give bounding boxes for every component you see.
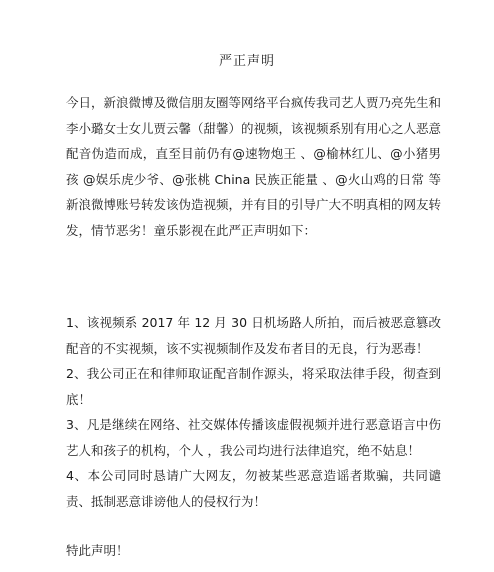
- statement-item-1: 1、该视频系 2017 年 12 月 30 日机场路人所拍，而后被恶意篡改配音的不实视频，该不实视频制作及发布者目的无良，行为恶毒！: [66, 315, 441, 356]
- statement-item-4: 4、本公司同时恳请广大网友，勿被某些恶意造谣者欺骗，共同谴责、抵制恶意诽谤他人的侵权行为！: [66, 468, 441, 509]
- statement-item-2: 2、我公司正在和律师取证配音制作源头，将采取法律手段，彻查到底！: [66, 366, 441, 407]
- closing-text: 特此声明！: [66, 543, 129, 558]
- statement-list: [66, 310, 441, 514]
- statement-item-3: 3、凡是继续在网络、社交媒体传播该虚假视频并进行恶意语言中伤艺人和孩子的机构，个人 ，我公司均进行法律追究，绝不姑息！: [66, 417, 441, 458]
- intro-paragraph: 今日，新浪微博及微信朋友圈等网络平台疯传我司艺人贾乃亮先生和李小璐女士女儿贾云馨（甜馨）的视频，该视频系别有用心之人恶意配音伪造而成，直至目前仍有@速物炮王 、@榆林红儿、@小猪男孩 @娱乐虎少爷、@张桃 China 民族正能量 、@火山鸡的日常 等新浪微博账号转发该伪造视频，并有目的引导广大不明真相的网友转发，情节恶劣！童乐影视在此严正声明如下：: [66, 95, 442, 238]
- document-title: 严正声明: [218, 54, 275, 69]
